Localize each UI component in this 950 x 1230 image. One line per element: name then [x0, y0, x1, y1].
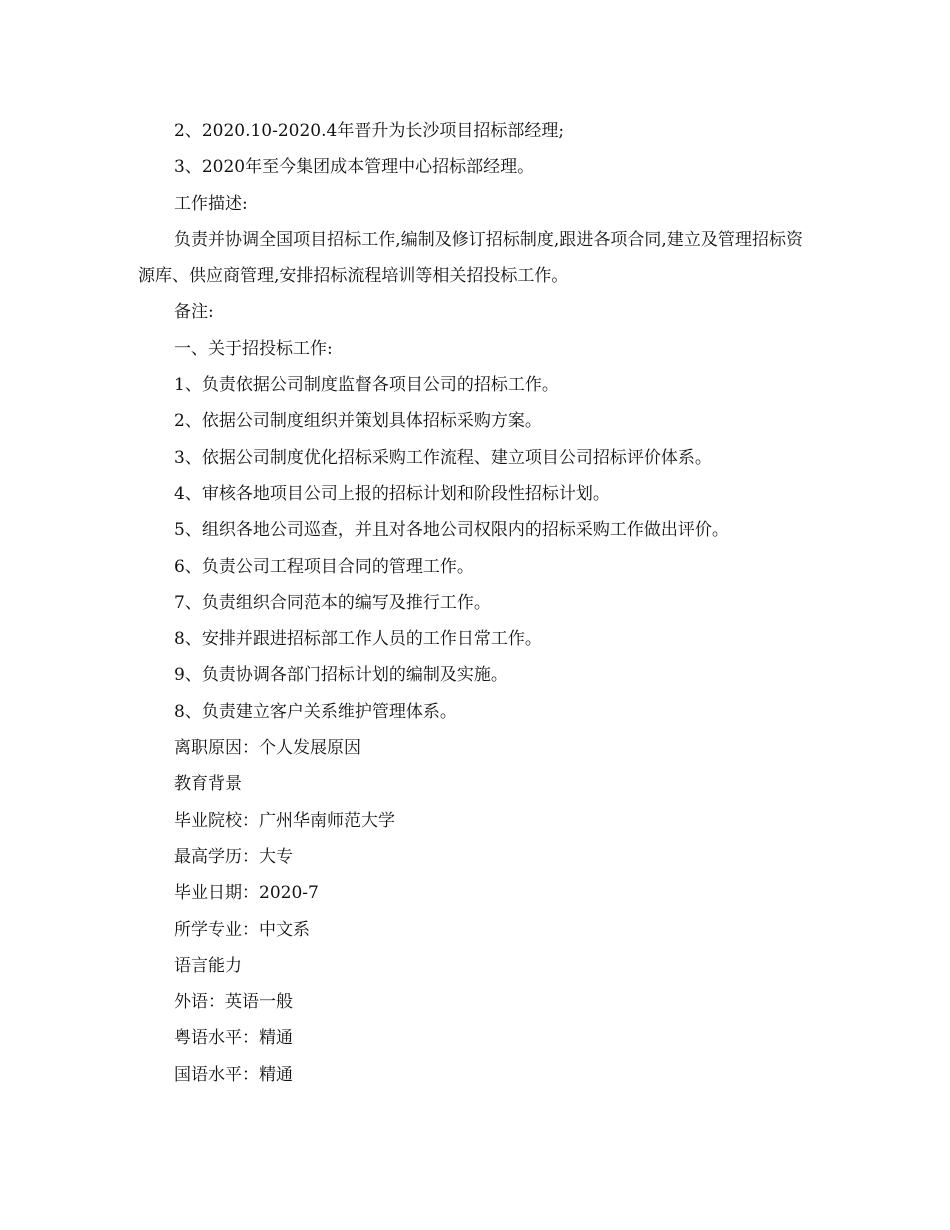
- text-line: 外语：英语一般: [174, 992, 293, 1013]
- list-item: 4、审核各地项目公司上报的招标计划和阶段性招标计划。: [174, 483, 610, 504]
- text-line: 所学专业：中文系: [174, 919, 310, 940]
- list-item: 8、安排并跟进招标部工作人员的工作日常工作。: [174, 629, 542, 650]
- text-line: 粤语水平：精通: [174, 1028, 293, 1049]
- document-body: [138, 113, 803, 1093]
- list-item: 8、负责建立客户关系维护管理体系。: [174, 701, 457, 722]
- text-line: 国语水平：精通: [174, 1064, 293, 1085]
- list-item: 9、负责协调各部门招标计划的编制及实施。: [174, 665, 508, 686]
- text-line: 最高学历：大专: [174, 846, 293, 867]
- list-item: 1、负责依据公司制度监督各项目公司的招标工作。: [174, 375, 559, 396]
- list-item: 5、组织各地公司巡查，并且对各地公司权限内的招标采购工作做出评价。: [174, 520, 729, 541]
- text-line: 3、2020年至今集团成本管理中心招标部经理。: [174, 157, 535, 178]
- section-label: 工作描述:: [174, 193, 248, 214]
- text-line: 毕业院校：广州华南师范大学: [174, 810, 395, 831]
- list-item: 3、依据公司制度优化招标采购工作流程、建立项目公司招标评价体系。: [174, 447, 712, 468]
- list-item: 7、负责组织合同范本的编写及推行工作。: [174, 592, 491, 613]
- section-heading: 一、关于招投标工作:: [174, 338, 333, 359]
- section-heading: 语言能力: [174, 955, 242, 976]
- list-item: 6、负责公司工程项目合同的管理工作。: [174, 556, 474, 577]
- text-line: 2、2020.10-2020.4年晋升为长沙项目招标部经理;: [174, 121, 565, 141]
- section-heading: 教育背景: [174, 774, 242, 795]
- list-item: 2、依据公司制度组织并策划具体招标采购方案。: [174, 411, 542, 432]
- text-line: 毕业日期：2020-7: [174, 883, 319, 904]
- section-label: 备注:: [174, 302, 214, 323]
- text-line: 离职原因：个人发展原因: [174, 738, 361, 759]
- job-description-paragraph: 负责并协调全国项目招标工作,编制及修订招标制度,跟进各项合同,建立及管理招标资源库、供应商管理,安排招标流程培训等相关招投标工作。: [138, 229, 803, 287]
